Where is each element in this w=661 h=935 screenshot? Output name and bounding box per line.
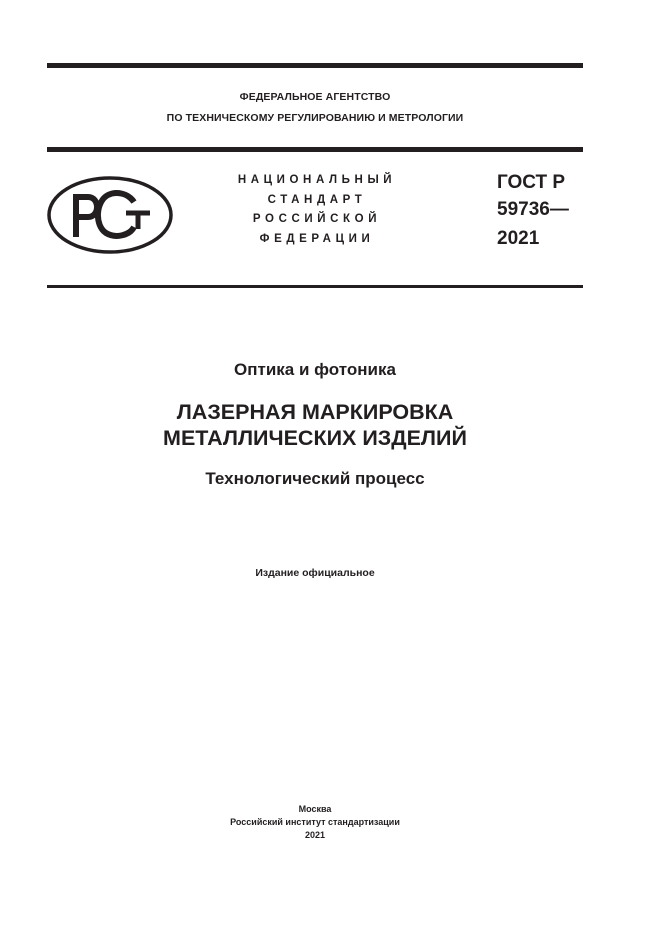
agency-name-line-1: ФЕДЕРАЛЬНОЕ АГЕНТСТВО: [239, 91, 391, 103]
publisher-city: Москва: [298, 804, 332, 814]
subject-heading: Оптика и фотоника: [234, 360, 396, 379]
designation-line-2: 59736—: [497, 199, 569, 220]
edition-label: Издание официальное: [255, 567, 375, 579]
top-rule: [47, 63, 583, 68]
standard-type-line-4: ФЕДЕРАЦИИ: [259, 233, 375, 245]
document-title-line-2: МЕТАЛЛИЧЕСКИХ ИЗДЕЛИЙ: [163, 426, 467, 450]
publisher-name: Российский институт стандартизации: [230, 817, 400, 827]
designation-line-1: ГОСТ Р: [497, 172, 566, 193]
standard-type-line-1: НАЦИОНАЛЬНЫЙ: [237, 174, 397, 186]
document-subtitle: Технологический процесс: [205, 469, 425, 488]
document-title-line-1: ЛАЗЕРНАЯ МАРКИРОВКА: [176, 400, 454, 424]
agency-name-line-2: ПО ТЕХНИЧЕСКОМУ РЕГУЛИРОВАНИЮ И МЕТРОЛОГИИ: [166, 112, 464, 124]
header-rule: [47, 147, 583, 152]
publisher-year: 2021: [304, 830, 326, 840]
rst-gost-emblem-icon: [46, 175, 174, 255]
standard-type-line-3: РОССИЙСКОЙ: [252, 213, 382, 225]
header-bottom-rule: [47, 285, 583, 288]
designation-line-3: 2021: [497, 228, 540, 249]
standard-type-line-2: СТАНДАРТ: [267, 194, 367, 206]
